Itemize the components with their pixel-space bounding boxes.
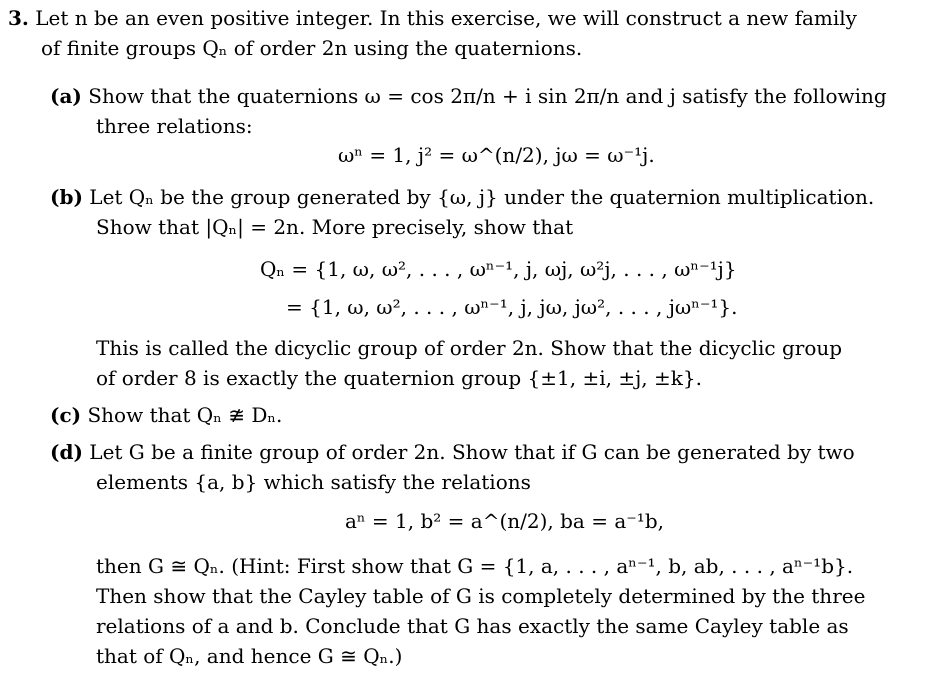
part-a-label: (a) [50, 84, 82, 108]
part-c-text-1: Show that Qₙ ≇ Dₙ. [87, 403, 283, 427]
part-a-line-1 [50, 84, 887, 108]
part-b-text-1: Let Qₙ be the group generated by {ω, j} under the quaternion multiplication. [89, 185, 875, 209]
part-b-equation-line-2: = {1, ω, ω², . . . , ωⁿ⁻¹, j, jω, jω², . . . , jωⁿ⁻¹}. [286, 295, 738, 319]
part-a-text-1: Show that the quaternions ω = cos 2π/n + i sin 2π/n and j satisfy the following [88, 84, 887, 108]
part-b-line-4: of order 8 is exactly the quaternion group {±1, ±i, ±j, ±k}. [96, 366, 702, 390]
part-a-equation: ωⁿ = 1, j² = ω^(n/2), jω = ω⁻¹j. [338, 143, 655, 167]
part-d-label: (d) [50, 440, 83, 464]
problem-intro-line-2: of finite groups Qₙ of order 2n using the quaternions. [41, 36, 583, 60]
part-d-line-3: then G ≅ Qₙ. (Hint: First show that G = {1, a, . . . , aⁿ⁻¹, b, ab, . . . , aⁿ⁻¹b}. [96, 554, 854, 578]
part-d-line-6: that of Qₙ, and hence G ≅ Qₙ.) [96, 644, 403, 668]
part-d-line-4: Then show that the Cayley table of G is completely determined by the three [96, 584, 866, 608]
part-b-line-2: Show that |Qₙ| = 2n. More precisely, show that [96, 215, 574, 239]
problem-intro-text-1: Let n be an even positive integer. In this exercise, we will construct a new family [35, 6, 857, 30]
part-b-equation-line-1: Qₙ = {1, ω, ω², . . . , ωⁿ⁻¹, j, ωj, ω²j, . . . , ωⁿ⁻¹j} [260, 257, 737, 281]
part-d-line-1 [50, 440, 855, 464]
part-d-line-5: relations of a and b. Conclude that G has exactly the same Cayley table as [96, 614, 849, 638]
part-c-line-1 [50, 403, 282, 427]
part-b-label: (b) [50, 185, 83, 209]
problem-intro-line-1 [8, 6, 857, 30]
part-b-line-1 [50, 185, 874, 209]
part-a-line-2: three relations: [96, 114, 253, 138]
part-d-equation: aⁿ = 1, b² = a^(n/2), ba = a⁻¹b, [345, 509, 664, 533]
part-d-text-1: Let G be a finite group of order 2n. Show that if G can be generated by two [89, 440, 855, 464]
problem-number: 3. [8, 6, 29, 30]
part-b-line-3: This is called the dicyclic group of order 2n. Show that the dicyclic group [96, 336, 843, 360]
part-c-label: (c) [50, 403, 82, 427]
part-d-line-2: elements {a, b} which satisfy the relations [96, 470, 531, 494]
